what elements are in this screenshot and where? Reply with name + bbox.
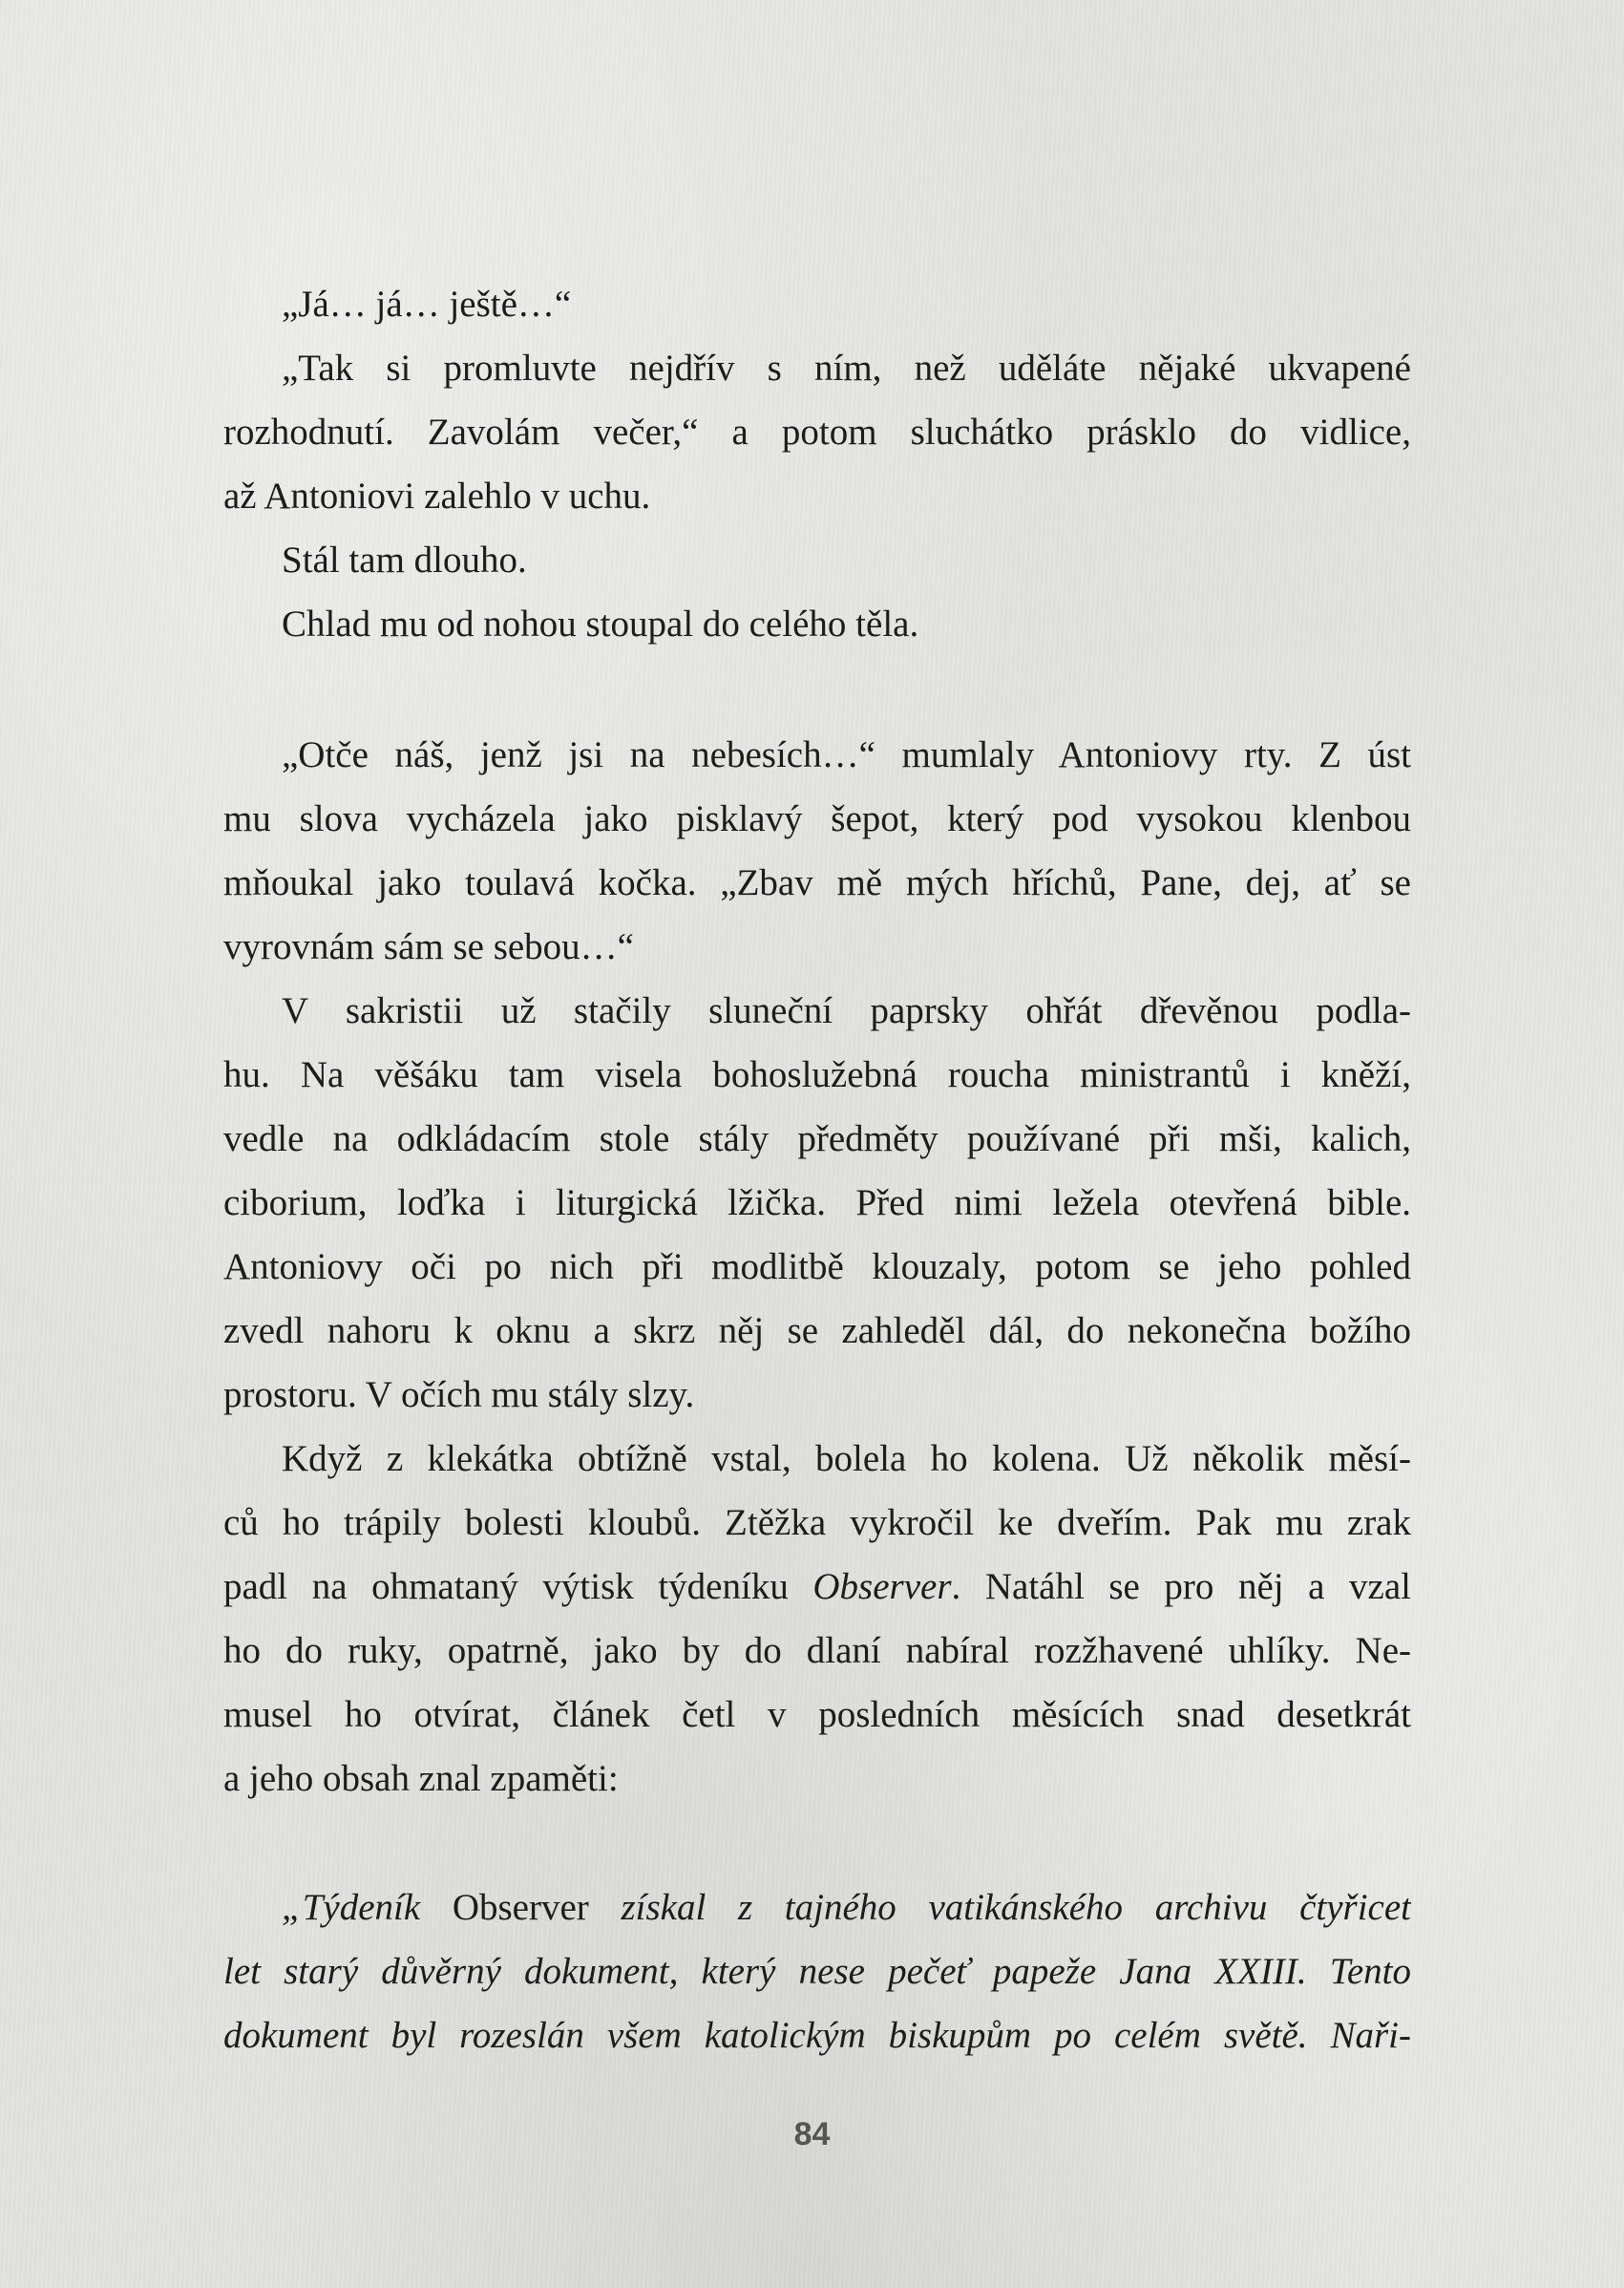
text: Antoniovy oči po nich při modlitbě klouzaly, potom se jeho pohled: [223, 1246, 1411, 1287]
text: vyrovnám sám se sebou…“: [223, 926, 634, 967]
text-line: [223, 1299, 1411, 1363]
text-line: [223, 1619, 1411, 1683]
text: Chlad mu od nohou stoupal do celého těla.: [282, 604, 919, 645]
text: prostoru. V očích mu stály slzy.: [223, 1374, 695, 1415]
text: „Tak si promluvte nejdřív s ním, než uděláte nějaké ukvapené: [282, 348, 1411, 389]
text: hu. Na věšáku tam visela bohoslužebná roucha ministrantů i kněží,: [223, 1054, 1411, 1095]
text: musel ho otvírat, článek četl v posledních měsících snad desetkrát: [223, 1694, 1411, 1735]
text-line: [223, 1107, 1411, 1171]
text: Stál tam dlouho.: [282, 540, 527, 581]
text-line: [223, 851, 1411, 915]
text-line: [223, 592, 1411, 656]
text-line: [223, 1235, 1411, 1299]
text: Observer: [452, 1887, 622, 1928]
text-line: [223, 1427, 1411, 1491]
text: V sakristii už stačily sluneční paprsky ohřát dřevěnou podla-: [282, 990, 1411, 1031]
text-line: [223, 1555, 1411, 1619]
text-line: [223, 1747, 1411, 1811]
italic-text: dokument byl rozeslán všem katolickým biskupům po celém světě. Naři-: [223, 2015, 1411, 2056]
text: až Antoniovi zalehlo v uchu.: [223, 476, 651, 517]
paragraph-block: [223, 723, 1411, 1811]
text: . Natáhl se pro něj a vzal: [951, 1566, 1411, 1607]
text-line: [223, 1043, 1411, 1107]
text-line: [223, 1171, 1411, 1235]
text-line: [223, 464, 1411, 528]
text: ciborium, loďka i liturgická lžička. Před nimi ležela otevřená bible.: [223, 1182, 1411, 1223]
text-line: [223, 723, 1411, 787]
text: padl na ohmataný výtisk týdeníku: [223, 1566, 813, 1607]
text: vedle na odkládacím stole stály předměty používané při mši, kalich,: [223, 1118, 1411, 1159]
text-line: [223, 2003, 1411, 2067]
text: a jeho obsah znal zpaměti:: [223, 1758, 619, 1799]
text: mu slova vycházela jako pisklavý šepot, který pod vysokou klenbou: [223, 798, 1411, 839]
text-line: [223, 1875, 1411, 1939]
text-line: [223, 1363, 1411, 1427]
text: rozhodnutí. Zavolám večer,“ a potom sluchátko prásklo do vidlice,: [223, 412, 1411, 453]
text-line: [223, 272, 1411, 336]
text-line: [223, 1939, 1411, 2003]
italic-text: Observer: [812, 1566, 952, 1607]
text-line: [223, 979, 1411, 1043]
paragraph-block: [223, 272, 1411, 656]
text-line: [223, 336, 1411, 400]
text: zvedl nahoru k oknu a skrz něj se zahleděl dál, do nekonečna božího: [223, 1310, 1411, 1351]
text-line: [223, 1491, 1411, 1555]
italic-text: získal z tajného vatikánského archivu čtyřicet: [621, 1887, 1411, 1928]
text-line: [223, 1683, 1411, 1747]
text: mňoukal jako toulavá kočka. „Zbav mě mých hříchů, Pane, dej, ať se: [223, 862, 1411, 903]
text: Když z klekátka obtížně vstal, bolela ho kolena. Už několik měsí-: [282, 1438, 1411, 1479]
quote-block: [223, 1875, 1411, 2067]
text-line: [223, 787, 1411, 851]
text: „Já… já… ještě…“: [282, 284, 572, 325]
text-line: [223, 400, 1411, 464]
text: ců ho trápily bolesti kloubů. Ztěžka vykročil ke dveřím. Pak mu zrak: [223, 1502, 1411, 1543]
page-number: 84: [793, 2116, 831, 2152]
text: „Otče náš, jenž jsi na nebesích…“ mumlaly Antoniovy rty. Z úst: [282, 734, 1411, 775]
italic-text: „Týdeník: [282, 1887, 453, 1928]
italic-text: let starý důvěrný dokument, který nese pečeť papeže Jana XXIII. Tento: [223, 1951, 1411, 1992]
text-line: [223, 528, 1411, 592]
text-line: [223, 915, 1411, 979]
text: ho do ruky, opatrně, jako by do dlaní nabíral rozžhavené uhlíky. Ne-: [223, 1630, 1411, 1671]
